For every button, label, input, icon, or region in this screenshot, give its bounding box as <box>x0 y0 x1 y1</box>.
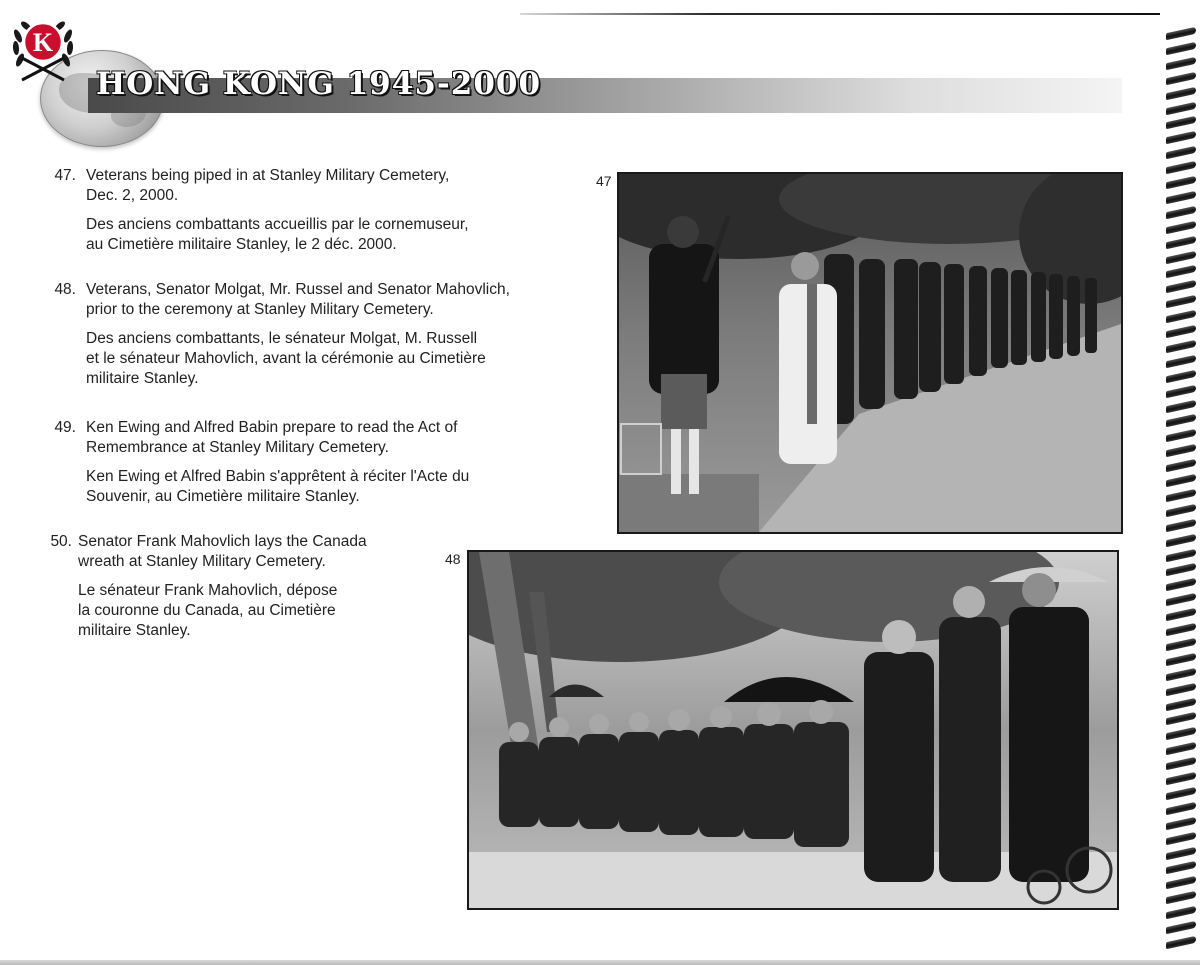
caption-number: 50. <box>50 533 72 550</box>
caption-line: Remembrance at Stanley Military Cemetery. <box>86 439 389 456</box>
spiral-loop <box>1166 921 1196 934</box>
spiral-loop <box>1166 667 1196 680</box>
spiral-loop <box>1166 816 1196 829</box>
caption-number: 48. <box>54 281 76 298</box>
spiral-loop <box>1166 310 1196 323</box>
spiral-loop <box>1166 518 1196 531</box>
caption-line: la couronne du Canada, au Cimetière <box>78 602 336 619</box>
spiral-loop <box>1166 727 1196 740</box>
spiral-loop <box>1166 593 1196 606</box>
spiral-loop <box>1166 429 1196 442</box>
spiral-loop <box>1166 578 1196 591</box>
spiral-loop <box>1166 697 1196 710</box>
spiral-loop <box>1166 220 1196 233</box>
spiral-loop <box>1166 176 1196 189</box>
spiral-loop <box>1166 757 1196 770</box>
spiral-loop <box>1166 414 1196 427</box>
spiral-loop <box>1166 608 1196 621</box>
spiral-loop <box>1166 265 1196 278</box>
spiral-loop <box>1166 206 1196 219</box>
spiral-loop <box>1166 504 1196 517</box>
page-title: HONG KONG 1945-2000 <box>96 66 542 102</box>
caption-50 <box>38 532 398 641</box>
spiral-loop <box>1166 861 1196 874</box>
caption-french <box>78 581 398 641</box>
spiral-loop <box>1166 295 1196 308</box>
spiral-loop <box>1166 474 1196 487</box>
caption-line: Le sénateur Frank Mahovlich, dépose <box>78 582 338 599</box>
emblem-letter: K <box>32 28 54 57</box>
spiral-loop <box>1166 876 1196 889</box>
photo-48-image <box>469 552 1117 908</box>
caption-line: Ken Ewing and Alfred Babin prepare to read the Act of <box>86 419 458 436</box>
caption-number: 47. <box>54 167 76 184</box>
photo-number-48: 48 <box>445 551 461 567</box>
caption-47 <box>42 166 502 255</box>
spiral-loop <box>1166 131 1196 144</box>
caption-english <box>78 532 398 572</box>
spiral-loop <box>1166 369 1196 382</box>
spiral-loop <box>1166 146 1196 159</box>
spiral-loop <box>1166 101 1196 114</box>
spiral-loop <box>1166 787 1196 800</box>
photo-number-47: 47 <box>596 173 612 189</box>
photo-47-image <box>619 174 1121 532</box>
caption-line: prior to the ceremony at Stanley Military Cemetery. <box>86 301 434 318</box>
spiral-loop <box>1166 340 1196 353</box>
caption-line: et le sénateur Mahovlich, avant la cérémonie au Cimetière <box>86 350 486 367</box>
emblem-logo <box>8 6 78 84</box>
spiral-loop <box>1166 384 1196 397</box>
spiral-loop <box>1166 846 1196 859</box>
spiral-loop <box>1166 682 1196 695</box>
caption-french <box>86 329 542 389</box>
spiral-loop <box>1166 280 1196 293</box>
spiral-loop <box>1166 623 1196 636</box>
caption-line: Souvenir, au Cimetière militaire Stanley. <box>86 488 360 505</box>
spiral-loop <box>1166 235 1196 248</box>
spiral-loop <box>1166 906 1196 919</box>
spiral-loop <box>1166 459 1196 472</box>
caption-french <box>86 467 512 507</box>
caption-49 <box>42 418 512 507</box>
spiral-loop <box>1166 161 1196 174</box>
caption-line: Veterans, Senator Molgat, Mr. Russel and Senator Mahovlich, <box>86 281 510 298</box>
spiral-loop <box>1166 653 1196 666</box>
spiral-loop <box>1166 86 1196 99</box>
caption-line: au Cimetière militaire Stanley, le 2 déc. 2000. <box>86 236 397 253</box>
spiral-loop <box>1166 250 1196 263</box>
caption-french <box>86 215 502 255</box>
photo-veterans-piped-in <box>617 172 1123 534</box>
spiral-loop <box>1166 802 1196 815</box>
spiral-loop <box>1166 42 1196 55</box>
spiral-loop <box>1166 325 1196 338</box>
caption-48 <box>42 280 542 389</box>
caption-line: Senator Frank Mahovlich lays the Canada <box>78 533 367 550</box>
spiral-binding <box>1162 30 1200 960</box>
caption-line: Des anciens combattants, le sénateur Molgat, M. Russell <box>86 330 478 347</box>
top-rule <box>520 13 1160 15</box>
spiral-loop <box>1166 772 1196 785</box>
caption-line: Dec. 2, 2000. <box>86 187 179 204</box>
spiral-loop <box>1166 191 1196 204</box>
spiral-loop <box>1166 355 1196 368</box>
caption-english <box>86 166 502 206</box>
caption-line: wreath at Stanley Military Cemetery. <box>78 553 326 570</box>
spiral-loop <box>1166 27 1196 40</box>
spiral-loop <box>1166 399 1196 412</box>
caption-english <box>86 280 542 320</box>
photo-veterans-seated <box>467 550 1119 910</box>
spiral-loop <box>1166 742 1196 755</box>
caption-line: militaire Stanley. <box>78 622 191 639</box>
spiral-loop <box>1166 891 1196 904</box>
caption-english <box>86 418 512 458</box>
spiral-loop <box>1166 712 1196 725</box>
spiral-loop <box>1166 533 1196 546</box>
caption-line: militaire Stanley. <box>86 370 199 387</box>
spiral-loop <box>1166 116 1196 129</box>
bottom-rule <box>0 960 1200 965</box>
caption-line: Veterans being piped in at Stanley Military Cemetery, <box>86 167 450 184</box>
spiral-loop <box>1166 489 1196 502</box>
spiral-loop <box>1166 444 1196 457</box>
spiral-loop <box>1166 548 1196 561</box>
spiral-loop <box>1166 831 1196 844</box>
caption-number: 49. <box>54 419 76 436</box>
caption-line: Ken Ewing et Alfred Babin s'apprêtent à réciter l'Acte du <box>86 468 470 485</box>
spiral-loop <box>1166 563 1196 576</box>
spiral-loop <box>1166 936 1196 949</box>
spiral-loop <box>1166 57 1196 70</box>
spiral-loop <box>1166 638 1196 651</box>
caption-line: Des anciens combattants accueillis par le cornemuseur, <box>86 216 469 233</box>
spiral-loop <box>1166 71 1196 84</box>
